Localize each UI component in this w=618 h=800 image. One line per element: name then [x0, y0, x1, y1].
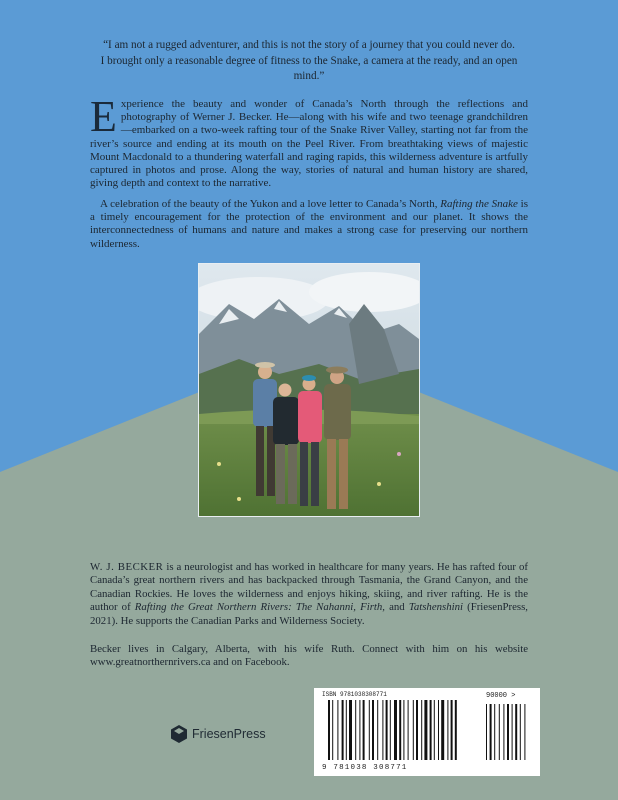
barcode-bar — [332, 700, 333, 760]
barcode-bar — [403, 700, 404, 760]
addon-bar — [490, 704, 492, 760]
barcode-bar — [438, 700, 439, 760]
barcode-bar — [394, 700, 397, 760]
description-p1-text: xperience the beauty and wonder of Canada’s North through the reflections and photography of Werner J. Becker. He—along with his wife and two teenage grandchildren—embarked on a two-week rafting tour of the Snake River Valley, starting not far from the river’s source and ending at its mouth on the Peel River. From breathtaking views of majestic Mount Macdonald to a thundering waterfall and raging rapids, this wilderness adventure is artfully captured in photos and prose. Along the way, stories of natural and human history are shared, giving depth and context to the narrative. — [90, 98, 528, 190]
barcode-bar — [455, 700, 457, 760]
description-p2-end: is a timely encouragement for the protection of the environment and our planet. It shows the interconnectedness of humans and nature and makes a strong case for preserving our northern wilderness. — [90, 198, 528, 250]
barcode-bar — [372, 700, 374, 760]
addon-bar — [494, 704, 495, 760]
drop-cap: E — [90, 92, 117, 141]
barcode-bar — [355, 700, 356, 760]
previous-book-title: Rafting the Great Northern Rivers: The Nahanni, Firth, — [134, 601, 386, 614]
addon-bar — [499, 704, 500, 760]
description-paragraph-2 — [90, 198, 528, 251]
barcode-bar — [369, 700, 370, 760]
pull-quote: “I am not a rugged adventurer, and this is not the story of a journey that you could never do. I brought only a reasonable degree of fitness to the Snake, a camera at the ready, and an open mind.” — [100, 39, 518, 82]
barcode-bar — [359, 700, 360, 760]
author-bio-paragraph-2: Becker lives in Calgary, Alberta, with his wife Ruth. Connect with him on his website www.greatnorthernrivers.ca and on Facebook. — [90, 643, 528, 669]
description-paragraph-1 — [90, 92, 528, 190]
barcode-bar — [408, 700, 409, 760]
barcode-bar — [346, 700, 347, 760]
publisher-logo — [171, 724, 266, 744]
ean-digits: 9 781038 308771 — [322, 764, 408, 772]
barcode — [314, 688, 540, 776]
barcode-bar — [421, 700, 422, 760]
bio-p1-and: and — [385, 601, 409, 614]
bio-p1-part-a: is a neurologist and has worked in healthcare for many years. He has rafted four of Canada’s great northern rivers and has backpacked through Tasmania, the Grand Canyon, and the Canadian Rockies. He loves the wilderness and enjoys hiking, skiing, and river rafting. He is the author of — [90, 561, 528, 614]
barcode-bar — [424, 700, 427, 760]
addon-bar — [486, 704, 487, 760]
friesenpress-logo-icon — [171, 725, 187, 743]
author-family-photo — [198, 263, 420, 517]
barcode-bar — [363, 700, 365, 760]
description-p2-start: A celebration of the beauty of the Yukon and a love letter to Canada’s North, — [100, 198, 441, 210]
barcode-bar — [337, 700, 338, 760]
barcode-bar — [434, 700, 435, 760]
addon-bar — [524, 704, 525, 760]
barcode-bar — [447, 700, 448, 760]
isbn-label: ISBN 9781038308771 — [322, 691, 387, 698]
barcode-bar — [342, 700, 344, 760]
barcode-bar — [451, 700, 453, 760]
barcode-bar — [416, 700, 418, 760]
barcode-bar — [413, 700, 414, 760]
barcode-bar — [390, 700, 391, 760]
barcode-bar — [328, 700, 330, 760]
addon-bar — [512, 704, 513, 760]
addon-bar — [507, 704, 509, 760]
barcode-bars — [314, 688, 540, 776]
barcode-bar — [382, 700, 383, 760]
previous-book-title-2: Tatshenshini — [408, 601, 464, 614]
barcode-bar — [441, 700, 444, 760]
addon-bar — [520, 704, 521, 760]
barcode-bar — [430, 700, 432, 760]
barcode-bar — [386, 700, 388, 760]
barcode-bar — [399, 700, 401, 760]
addon-bar — [515, 704, 517, 760]
price-code: 90000 > — [486, 692, 516, 700]
addon-bar — [503, 704, 504, 760]
bio-p1-part-b: (FriesenPress, 2021). He supports the Canadian Parks and Wilderness Society. — [90, 601, 528, 627]
author-name: W. J. BECKER — [90, 561, 164, 573]
publisher-name: FriesenPress — [192, 727, 266, 741]
book-title: Rafting the Snake — [440, 198, 518, 210]
barcode-bar — [349, 700, 352, 760]
barcode-bar — [377, 700, 378, 760]
author-bio-paragraph-1 — [90, 561, 528, 628]
